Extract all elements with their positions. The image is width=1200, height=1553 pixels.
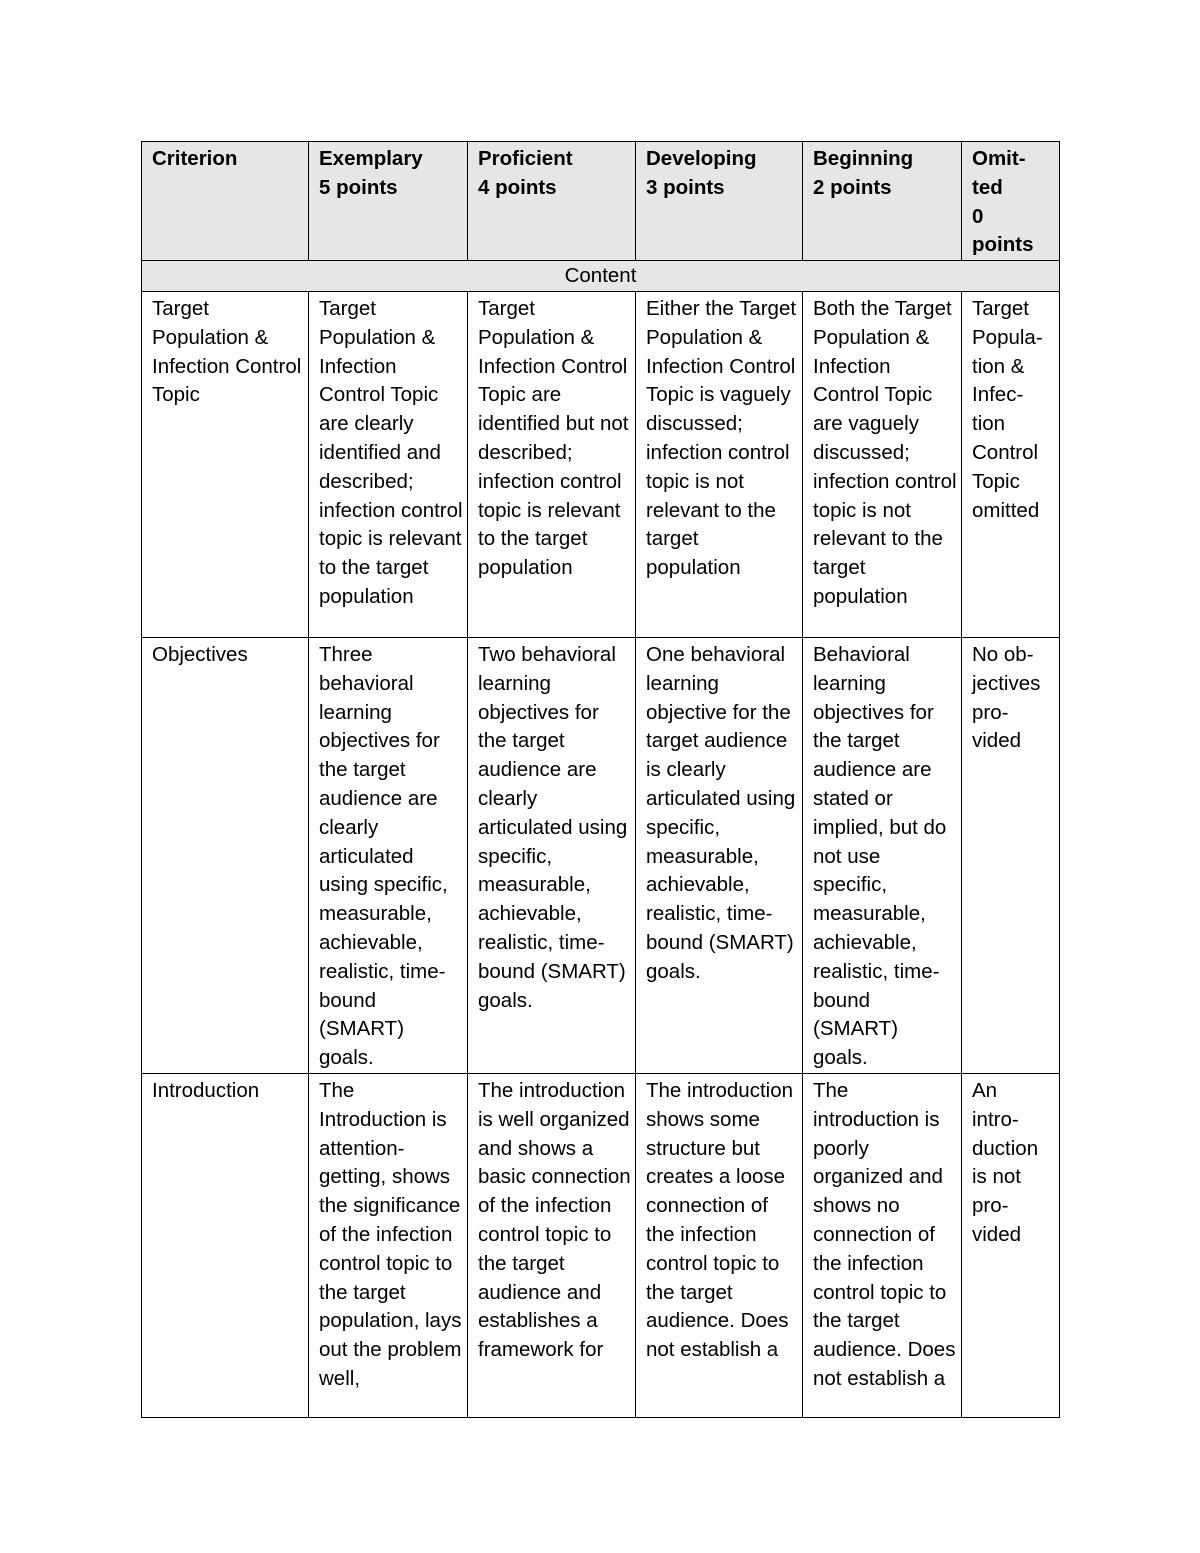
table-row <box>142 291 1060 637</box>
header-row <box>142 142 1060 261</box>
row-exemplary: Target Population & Infection Control Topic are clearly identified and described; infection control topic is relevant to the target population <box>309 291 468 637</box>
header-criterion <box>142 142 309 261</box>
row-criterion: Introduction <box>142 1073 309 1417</box>
header-exemplary-label: Exemplary <box>319 147 423 170</box>
header-proficient-label: Proficient <box>478 147 573 170</box>
row-developing: Either the Target Population & Infection Control Topic is vaguely discussed; infection control topic is not relevant to the target population <box>636 291 803 637</box>
header-omitted <box>962 142 1060 261</box>
table-row <box>142 1073 1060 1417</box>
row-beginning: Both the Target Population & Infection Control Topic are vaguely discussed; infection control topic is not relevant to the target population <box>803 291 962 637</box>
section-label: Content <box>142 261 1060 292</box>
header-proficient-points: 4 points <box>478 175 557 199</box>
row-exemplary: Three behavioral learning objectives for the target audience are clearly articulated using specific, measurable, achievable, realistic, time-bound (SMART) goals. <box>309 637 468 1073</box>
header-proficient <box>468 142 636 261</box>
rubric-table <box>141 141 1060 1418</box>
row-proficient: The introduction is well organized and shows a basic connection of the infection control topic to the target audience and establishes a framework for <box>468 1073 636 1417</box>
row-developing: One behavioral learning objective for the target audience is clearly articulated using specific, measurable, achievable, realistic, time-bound (SMART) goals. <box>636 637 803 1073</box>
header-exemplary <box>309 142 468 261</box>
table-row <box>142 637 1060 1073</box>
row-omitted: No ob- jectives pro- vided <box>962 637 1060 1073</box>
row-omitted: Target Popula- tion & Infec- tion Control Topic omitted <box>962 291 1060 637</box>
row-criterion: Objectives <box>142 637 309 1073</box>
row-omitted: An intro- duction is not pro- vided <box>962 1073 1060 1417</box>
row-proficient: Two behavioral learning objectives for the target audience are clearly articulated using specific, measurable, achievable, realistic, time-bound (SMART) goals. <box>468 637 636 1073</box>
header-omitted-points: 0 points <box>972 204 1034 257</box>
row-developing: The introduction shows some structure but creates a loose connection of the infection control topic to the target audience. Does not establish a <box>636 1073 803 1417</box>
header-criterion-label: Criterion <box>152 147 238 170</box>
row-beginning: Behavioral learning objectives for the target audience are stated or implied, but do not use specific, measurable, achievable, realistic, time-bound (SMART) goals. <box>803 637 962 1073</box>
header-beginning <box>803 142 962 261</box>
header-beginning-points: 2 points <box>813 175 892 199</box>
header-developing <box>636 142 803 261</box>
header-exemplary-points: 5 points <box>319 175 398 199</box>
header-beginning-label: Beginning <box>813 147 914 170</box>
section-row <box>142 261 1060 292</box>
row-exemplary: The Introduction is attention-getting, shows the significance of the infection control topic to the target population, lays out the problem well, <box>309 1073 468 1417</box>
row-criterion: Target Population & Infection Control Topic <box>142 291 309 637</box>
header-developing-points: 3 points <box>646 175 725 199</box>
row-beginning: The introduction is poorly organized and shows no connection of the infection control topic to the target audience. Does not establish a <box>803 1073 962 1417</box>
header-omitted-label: Omit- ted <box>972 147 1026 199</box>
row-proficient: Target Population & Infection Control Topic are identified but not described; infection control topic is relevant to the target population <box>468 291 636 637</box>
header-developing-label: Developing <box>646 147 757 170</box>
